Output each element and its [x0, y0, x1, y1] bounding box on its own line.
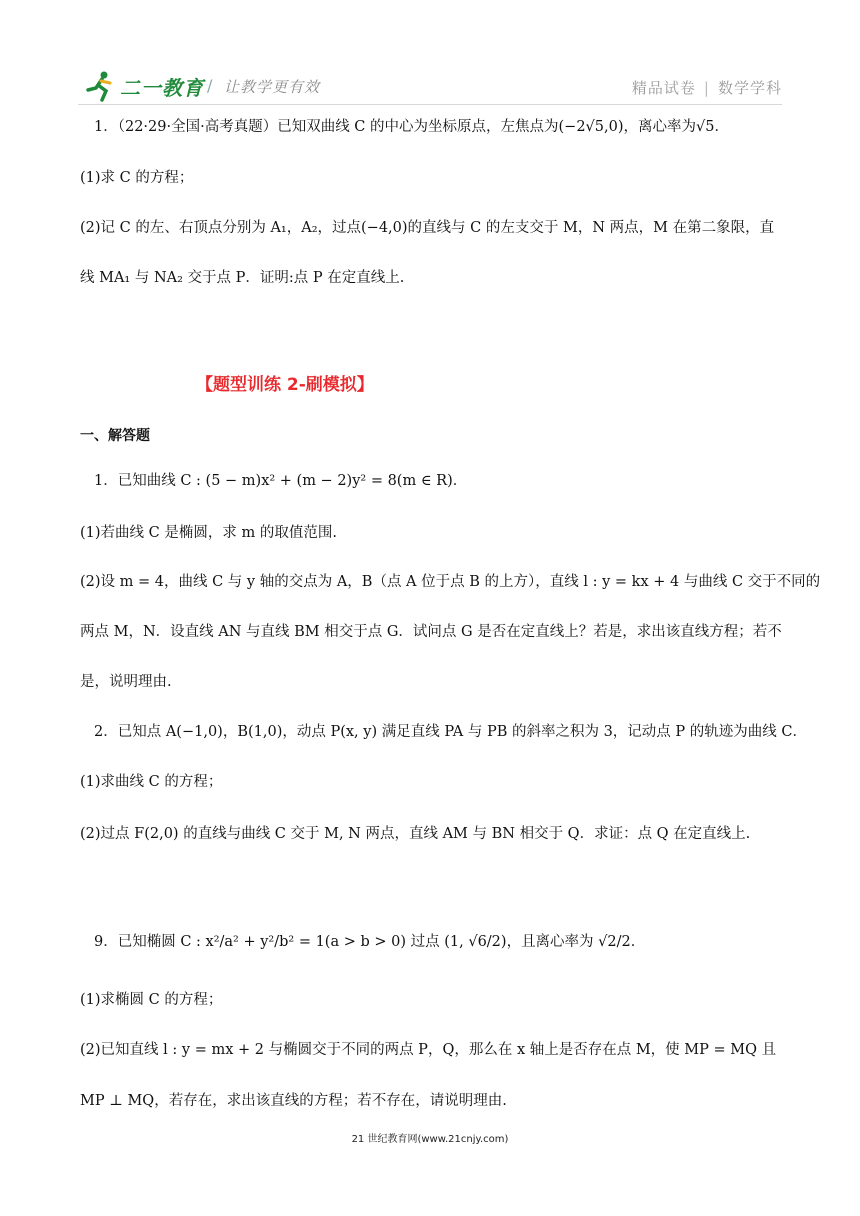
s1-part2-line1: (2)设 m = 4，曲线 C 与 y 轴的交点为 A，B（点 A 位于点 B 的上方），直线 l : y = kx + 4 与曲线 C 交于不同的 — [80, 574, 821, 590]
header-separator: | — [703, 79, 710, 97]
q1-stem: 1．（22·29·全国·高考真题）已知双曲线 C 的中心为坐标原点，左焦点为(−2√5,0)，离心率为√5． — [94, 119, 729, 135]
s9-stem: 9．已知椭圆 C : x²/a² + y²/b² = 1(a > b > 0) 过点 (1, √6/2)，且离心率为 √2/2． — [94, 934, 646, 950]
logo-text: 二一教育 — [120, 76, 204, 100]
header-tag-left: 精品试卷 — [631, 79, 696, 97]
runner-logo-icon — [82, 70, 122, 102]
s1-stem: 1．已知曲线 C : (5 − m)x² + (m − 2)y² = 8(m ∈ R)． — [94, 473, 468, 489]
s9-part1: (1)求椭圆 C 的方程； — [80, 992, 223, 1008]
header-slogan: 让教学更有效 — [224, 78, 321, 96]
s2-part1: (1)求曲线 C 的方程； — [80, 774, 223, 790]
header-tag-right: 数学学科 — [717, 79, 782, 97]
s1-part2-line3: 是，说明理由. — [80, 674, 172, 690]
s9-part2-line2: MP ⊥ MQ，若存在，求出该直线的方程；若不存在，请说明理由. — [80, 1093, 507, 1109]
section-title: 【题型训练 2-刷模拟】 — [196, 375, 374, 395]
s1-part2-line2: 两点 M，N．设直线 AN 与直线 BM 相交于点 G．试问点 G 是否在定直线上？若是，求出该直线方程；若不 — [80, 624, 782, 640]
header-subject — [632, 77, 782, 98]
s2-part2: (2)过点 F(2,0) 的直线与曲线 C 交于 M, N 两点，直线 AM 与 BN 相交于 Q．求证：点 Q 在定直线上. — [80, 826, 751, 842]
q1-part2-line2: 线 MA₁ 与 NA₂ 交于点 P．证明:点 P 在定直线上. — [80, 270, 405, 286]
s9-part2-line1: (2)已知直线 l : y = mx + 2 与椭圆交于不同的两点 P，Q，那么在 x 轴上是否存在点 M，使 MP = MQ 且 — [80, 1042, 777, 1058]
section-heading: 一、解答题 — [80, 428, 150, 444]
q1-part1: (1)求 C 的方程； — [80, 170, 194, 186]
q1-part2-line1: (2)记 C 的左、右顶点分别为 A₁，A₂，过点(−4,0)的直线与 C 的左支交于 M，N 两点，M 在第二象限，直 — [80, 220, 775, 236]
s1-part1: (1)若曲线 C 是椭圆，求 m 的取值范围. — [80, 525, 337, 541]
header-slash: / — [207, 76, 213, 95]
page-footer: 21 世纪教育网(www.21cnjy.com) — [351, 1134, 509, 1145]
s2-stem: 2．已知点 A(−1,0)，B(1,0)，动点 P(x, y) 满足直线 PA 与 PB 的斜率之积为 3，记动点 P 的轨迹为曲线 C． — [94, 724, 807, 740]
header-rule — [78, 104, 782, 105]
